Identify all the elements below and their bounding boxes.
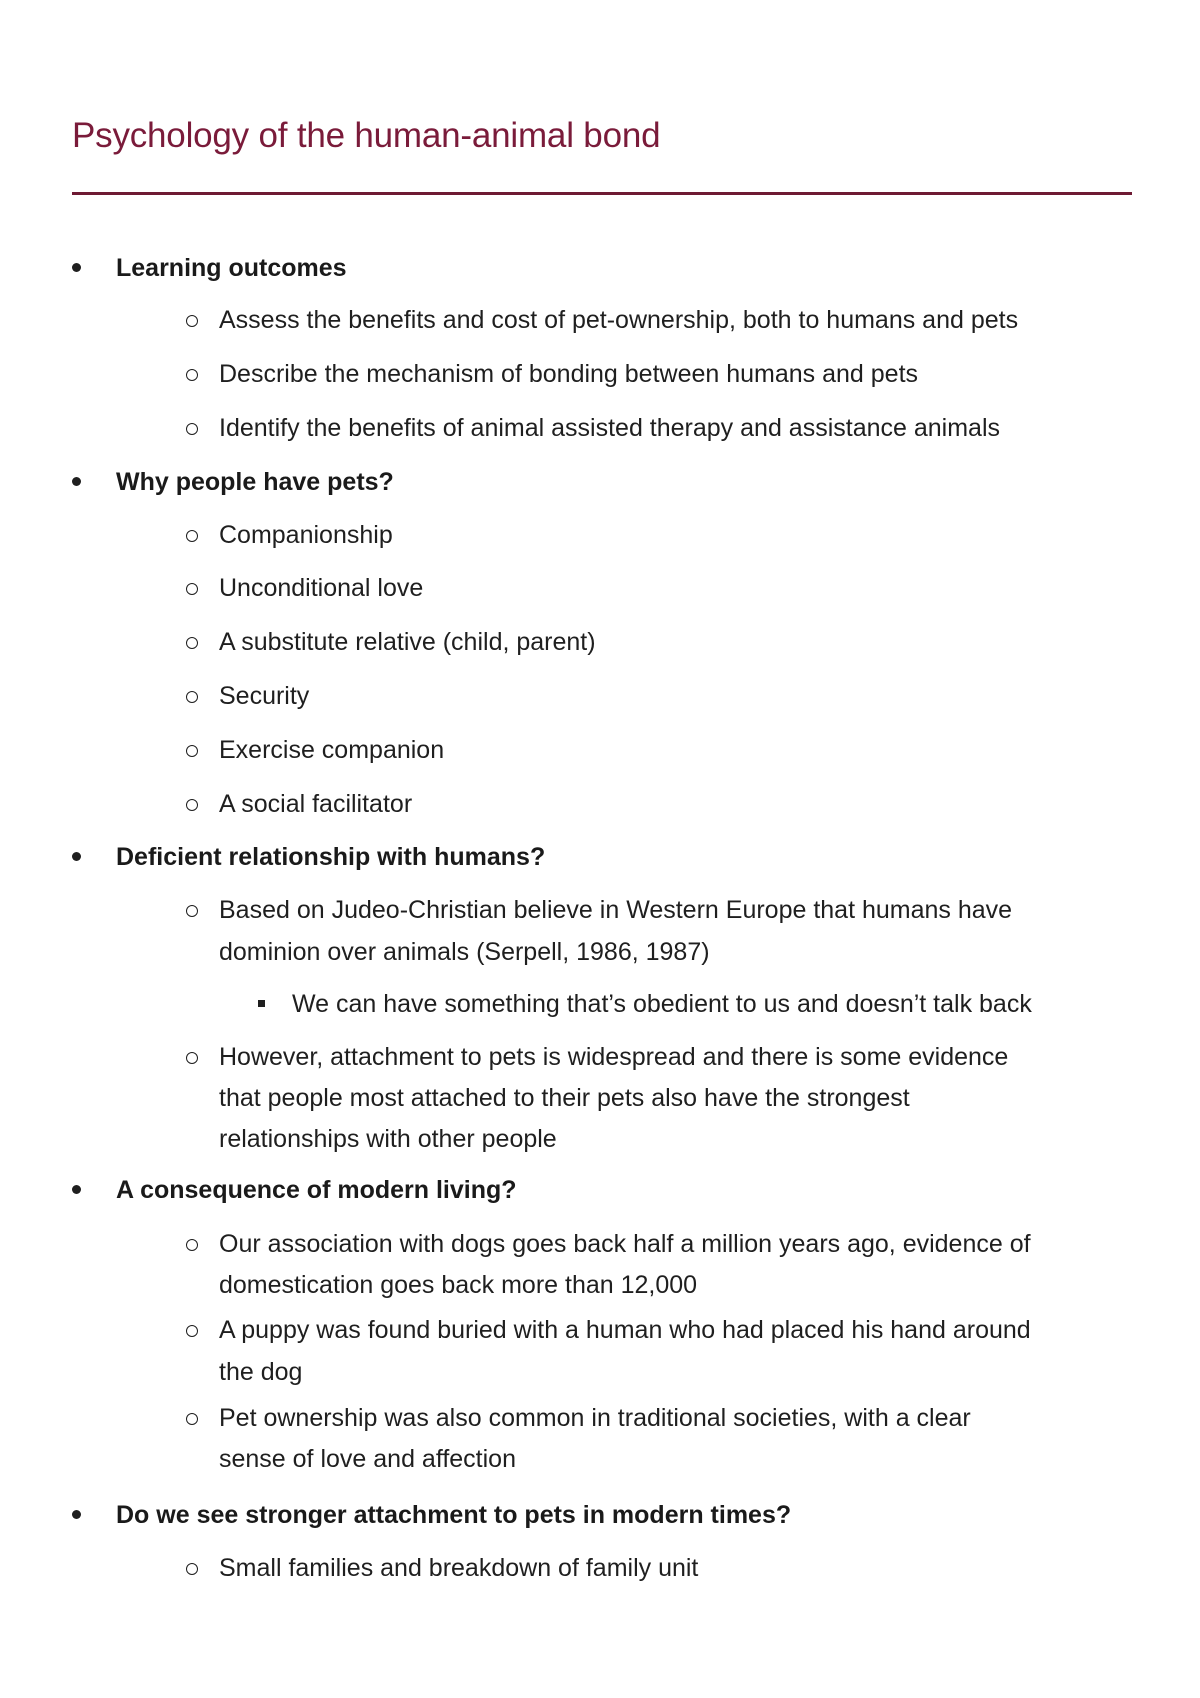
bullet-icon — [72, 852, 81, 861]
section-heading: Learning outcomes — [116, 254, 347, 282]
circle-bullet-icon — [186, 799, 198, 811]
circle-bullet-icon — [186, 315, 198, 327]
circle-bullet-icon — [186, 369, 198, 381]
circle-bullet-icon — [186, 1052, 198, 1064]
list-item: Pet ownership was also common in traditional societies, with a clear — [219, 1404, 971, 1432]
list-item: Identify the benefits of animal assisted therapy and assistance animals — [219, 414, 1000, 442]
circle-bullet-icon — [186, 423, 198, 435]
list-item: A puppy was found buried with a human who had placed his hand around — [219, 1316, 1031, 1344]
circle-bullet-icon — [186, 905, 198, 917]
bullet-icon — [72, 1510, 81, 1519]
circle-bullet-icon — [186, 530, 198, 542]
list-item: Exercise companion — [219, 736, 445, 764]
sub-list-item: We can have something that’s obedient to us and doesn’t talk back — [292, 990, 1032, 1018]
bullet-icon — [72, 477, 81, 486]
list-item-continuation: the dog — [219, 1358, 303, 1386]
circle-bullet-icon — [186, 1413, 198, 1425]
list-item: Assess the benefits and cost of pet-ownership, both to humans and pets — [219, 306, 1019, 334]
circle-bullet-icon — [186, 1563, 198, 1575]
bullet-icon — [72, 1185, 81, 1194]
section-heading: Why people have pets? — [116, 468, 394, 496]
list-item-continuation: domestication goes back more than 12,000 — [219, 1271, 698, 1299]
page-title: Psychology of the human-animal bond — [72, 116, 661, 155]
list-item-continuation: sense of love and affection — [219, 1445, 516, 1473]
circle-bullet-icon — [186, 1239, 198, 1251]
square-bullet-icon — [258, 1000, 265, 1007]
list-item: Unconditional love — [219, 574, 424, 602]
circle-bullet-icon — [186, 1325, 198, 1337]
circle-bullet-icon — [186, 637, 198, 649]
list-item: A substitute relative (child, parent) — [219, 628, 596, 656]
list-item: Small families and breakdown of family unit — [219, 1554, 699, 1582]
list-item: A social facilitator — [219, 790, 413, 818]
circle-bullet-icon — [186, 745, 198, 757]
section-heading: Do we see stronger attachment to pets in modern times? — [116, 1501, 792, 1529]
title-divider — [72, 192, 1132, 195]
bullet-icon — [72, 263, 81, 272]
list-item: Describe the mechanism of bonding between humans and pets — [219, 360, 919, 388]
section-heading: A consequence of modern living? — [116, 1176, 517, 1204]
list-item: Our association with dogs goes back half a million years ago, evidence of — [219, 1230, 1031, 1258]
list-item: However, attachment to pets is widespread and there is some evidence — [219, 1043, 1009, 1071]
circle-bullet-icon — [186, 691, 198, 703]
section-heading: Deficient relationship with humans? — [116, 843, 546, 871]
circle-bullet-icon — [186, 583, 198, 595]
list-item: Companionship — [219, 521, 393, 549]
list-item-continuation: dominion over animals (Serpell, 1986, 1987) — [219, 938, 710, 966]
list-item: Security — [219, 682, 310, 710]
list-item: Based on Judeo-Christian believe in Western Europe that humans have — [219, 896, 1013, 924]
list-item-continuation: relationships with other people — [219, 1125, 557, 1153]
list-item-continuation: that people most attached to their pets also have the strongest — [219, 1084, 910, 1112]
